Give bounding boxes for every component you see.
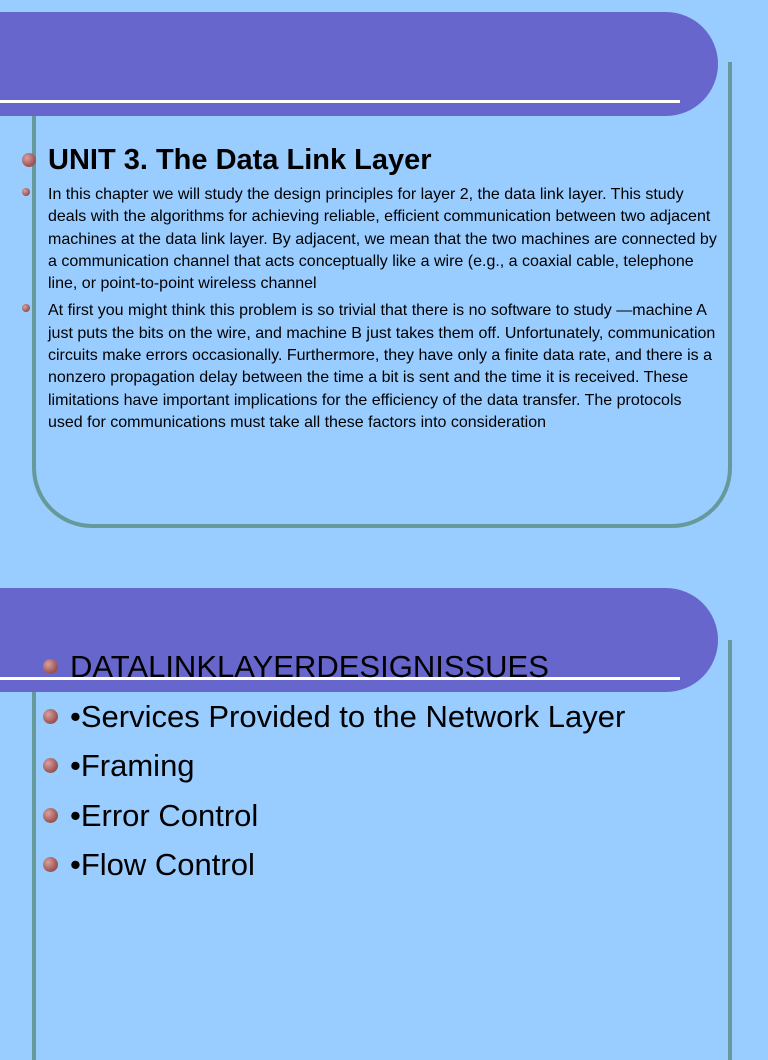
paragraph-text: In this chapter we will study the design principles for layer 2, the data link layer. This study deals with the algorithms for achieving reliable, efficient communication between two adjacent machines at the data link layer. By adjacent, we mean that the two machines are connected by a communication channel that acts conceptually like a wire (e.g., a coaxial cable, telephone line, or point-to-point wireless channel [48, 186, 717, 293]
slide-2-bullet-list [70, 642, 730, 890]
slide-2-item-framing [70, 741, 730, 791]
bullet-icon [43, 857, 58, 872]
list-item-text: •Error Control [70, 797, 259, 833]
list-item-text: •Flow Control [70, 847, 255, 882]
slide-1-header-rule [0, 100, 680, 103]
list-item-text: DATALINKLAYERDESIGNISSUES [70, 649, 549, 684]
bullet-icon [22, 153, 36, 167]
paragraph-text: At first you might think this problem is so trivial that there is no software to study —machine A just puts the bits on the wire, and machine B just takes them off. Unfortunately, communication circuits make errors occasionally. Furthermore, they have only a finite data rate, and there is a nonzero propagation delay between the time a bit is sent and the time it is received. These limitations have important implications for the efficiency of the data transfer. The protocols used for communications must take all these factors into consideration [48, 302, 716, 431]
slide-1-title: UNIT 3. The Data Link Layer [48, 144, 432, 176]
list-item-text: •Framing [70, 748, 195, 783]
slide-1-paragraph-2 [48, 300, 718, 434]
bullet-icon [22, 188, 30, 196]
slide-2-item-error-control [70, 791, 730, 841]
bullet-icon [22, 304, 30, 312]
bullet-icon [43, 709, 58, 724]
slide-1-title-item [48, 140, 718, 180]
slide-1-bullet-list [48, 140, 718, 439]
slide-1-paragraph-1 [48, 184, 718, 295]
bullet-icon [43, 659, 58, 674]
slide-2-item-flow-control [70, 840, 730, 890]
slide-2-item-services [70, 692, 730, 742]
list-item-text: •Services Provided to the Network Layer [70, 698, 626, 734]
bullet-icon [43, 758, 58, 773]
bullet-icon [43, 808, 58, 823]
slide-2-item-heading [70, 642, 730, 692]
